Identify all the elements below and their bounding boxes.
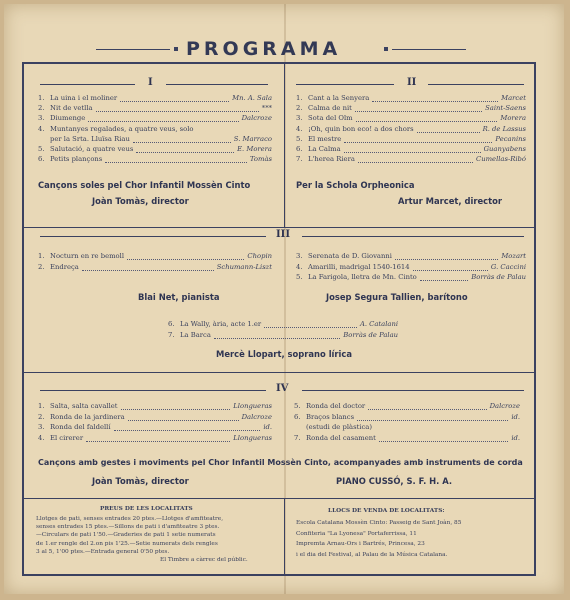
part2-director: Artur Marcet, director xyxy=(398,196,503,206)
item-number: 6. xyxy=(38,155,45,164)
programme-item: La Wally, ària, acte 1.er xyxy=(180,320,262,328)
composer: Saint-Saens xyxy=(485,104,526,113)
programme-item: Nit de vetlla xyxy=(50,104,93,113)
programme-item: Ronda del faldellí xyxy=(50,423,111,431)
venues-heading: LLOCS DE VENDA DE LOCALITATS: xyxy=(328,508,445,514)
item-number: 6. xyxy=(168,320,175,328)
dot-leader xyxy=(420,280,468,281)
composer: Dalcroze xyxy=(241,412,272,421)
price-line: de 1.er rengle del 2.on pis 1'25.—Setie numerats dels rengles xyxy=(36,540,218,547)
composer: Mn. A. Sala xyxy=(232,94,272,102)
item-number: 3. xyxy=(296,252,303,260)
composer: Cumellas-Ribó xyxy=(476,155,526,164)
composer: R. de Lassus xyxy=(482,124,526,133)
piano-credit: PIANO CUSSÓ, S. F. H. A. xyxy=(336,476,453,486)
item-number: 4. xyxy=(296,124,303,133)
venue-line: Confiteria "La Lyonesa" Portaferrissa, 11 xyxy=(296,530,417,537)
item-number: 7. xyxy=(168,330,175,339)
programme-item: per la Srta. Lluïsa Riau xyxy=(50,134,130,143)
part3-baritone: Josep Segura Tallien, barítono xyxy=(326,292,468,302)
composer: id. xyxy=(511,433,520,442)
dot-leader xyxy=(417,132,480,133)
programme-item: La Farigola, lletra de Mn. Cinto xyxy=(308,273,417,281)
composer: A. Catalani xyxy=(359,320,398,328)
composer: id. xyxy=(263,423,272,431)
item-number: 5. xyxy=(38,145,45,153)
programme-item: Calma de nit xyxy=(308,104,352,113)
composer: G. Caccini xyxy=(490,262,526,271)
part2-rule-left xyxy=(296,84,394,85)
part1-director: Joàn Tomàs, director xyxy=(92,196,189,206)
composer: Pecanins xyxy=(495,134,526,143)
dot-leader xyxy=(358,162,473,163)
item-number: 6. xyxy=(296,145,303,153)
dot-leader xyxy=(413,270,488,271)
programme-item: Ronda del doctor xyxy=(306,402,366,410)
dot-leader xyxy=(344,152,481,153)
dot-leader xyxy=(82,270,214,271)
composer: Guanyabens xyxy=(483,145,526,153)
item-number: 1. xyxy=(38,402,45,410)
composer: Marcet xyxy=(501,94,526,102)
composer: Llongueras xyxy=(233,433,272,442)
dot-leader xyxy=(127,259,244,260)
item-number: 5. xyxy=(296,273,303,281)
dot-leader xyxy=(355,111,482,112)
dot-leader xyxy=(395,259,498,260)
item-number: 1. xyxy=(38,94,45,102)
programme-item: Cant a la Senyera xyxy=(308,94,370,102)
programme-item: Diumenge xyxy=(50,114,86,123)
programme-item: Ronda del casament xyxy=(306,433,376,442)
venue-line: Impremta Arnau-Ors i Bartrés, Princesa, 23 xyxy=(296,541,425,547)
dot-leader xyxy=(96,111,259,112)
composer: Borràs de Palau xyxy=(471,273,526,281)
item-number: 2. xyxy=(38,104,45,113)
dot-leader xyxy=(379,441,508,442)
dot-leader xyxy=(114,430,261,431)
programme-item: Muntanyes regalades, a quatre veus, solo xyxy=(50,124,194,133)
dot-leader xyxy=(133,142,231,143)
programme-item: La Barca xyxy=(180,330,211,339)
part2-performer: Per la Schola Orpheonica xyxy=(296,180,415,190)
price-line: senses entrades 15 ptes.—Sillons de pati i d'amfiteatre 3 ptes. xyxy=(36,524,220,531)
dot-leader xyxy=(264,327,357,328)
part4-numeral: IV xyxy=(276,383,289,394)
price-line: —Circulars de pati 1'50.—Graderies de pati 1 setie numerats xyxy=(36,532,216,539)
item-number: 4. xyxy=(296,262,303,271)
item-number: 1. xyxy=(38,252,45,260)
programme-item: Nocturn en re bemoll xyxy=(50,252,124,260)
item-number: 2. xyxy=(296,104,303,113)
composer: Borràs de Palau xyxy=(343,330,398,339)
dot-leader xyxy=(121,409,231,410)
dot-leader xyxy=(86,441,230,442)
composer: Tomàs xyxy=(249,155,272,164)
part2-numeral: II xyxy=(407,77,417,88)
price-line: El Timbre a càrrec del públic. xyxy=(160,557,248,563)
programme-item: Amarilli, madrigal 1540-1614 xyxy=(308,262,410,271)
programme-item: (estudi de plàstica) xyxy=(306,423,372,431)
item-number: 2. xyxy=(38,412,45,421)
divider-bottom xyxy=(24,498,536,499)
dot-leader xyxy=(357,420,508,421)
programme-item: ¡Oh, quin bon eco! a dos chors xyxy=(308,124,414,133)
item-number: 3. xyxy=(38,423,45,431)
item-number: 4. xyxy=(38,124,45,133)
part1-rule-left xyxy=(40,84,135,85)
programme-item: Petits plançons xyxy=(50,155,103,164)
composer: Schumann-Liszt xyxy=(216,262,272,271)
dot-leader xyxy=(120,101,229,102)
part2-rule-right xyxy=(428,84,524,85)
part4-rule-left xyxy=(40,390,266,391)
item-number: 1. xyxy=(296,94,303,102)
programme-item: La uina i el moliner xyxy=(50,94,118,102)
dot-leader xyxy=(214,338,340,339)
item-number: 5. xyxy=(294,402,301,410)
dot-leader xyxy=(128,420,239,421)
composer: S. Marraco xyxy=(233,134,272,143)
composer: Chopin xyxy=(247,252,272,260)
programme-item: El cirerer xyxy=(50,433,84,442)
programme-item: Braços blancs xyxy=(306,412,355,421)
dot-leader xyxy=(344,142,492,143)
price-line: Llotges de pati, senses entrades 20 ptes.—Llotges d'amfiteatre, xyxy=(36,516,224,522)
dot-leader xyxy=(368,409,486,410)
title-rule-left xyxy=(96,49,170,50)
composer: E. Morera xyxy=(237,145,272,153)
programme-item: L'herea Riera xyxy=(308,155,355,164)
item-number: 6. xyxy=(294,412,301,421)
part3-pianist: Blai Net, pianista xyxy=(138,292,220,302)
item-number: 7. xyxy=(294,433,301,442)
composer: id. xyxy=(511,412,520,421)
venue-line: Escola Catalana Mossèn Cinto: Passeig de Sant Joàn, 85 xyxy=(296,520,462,526)
part1-rule-right xyxy=(166,84,268,85)
programme-item: Salta, salta cavallet xyxy=(50,402,118,410)
part1-performer: Cançons soles pel Chor Infantil Mossèn Cinto xyxy=(38,180,251,190)
composer: Morera xyxy=(500,114,526,123)
part3-numeral: III xyxy=(276,229,291,240)
composer: *** xyxy=(261,104,272,113)
dot-leader xyxy=(356,121,498,122)
part4-director: Joàn Tomàs, director xyxy=(92,476,189,486)
programme-item: Endreça xyxy=(50,262,79,271)
part3-soprano: Mercè Llopart, soprano lírica xyxy=(216,349,353,359)
title-rule-right xyxy=(392,49,466,50)
dot-leader xyxy=(136,152,234,153)
page-title: PROGRAMA xyxy=(186,38,342,60)
programme-item: Serenata de D. Giovanni xyxy=(308,252,392,260)
programme-item: Sota del Olm xyxy=(308,114,353,123)
composer: Dalcroze xyxy=(489,402,520,410)
dot-leader xyxy=(105,162,247,163)
venue-line: i el dia del Festival, al Palau de la Música Catalana. xyxy=(296,551,448,558)
item-number: 4. xyxy=(38,433,45,442)
item-number: 3. xyxy=(38,114,45,123)
part4-performer: Cançons amb gestes i moviments pel Chor Infantil Mossèn Cinto, acompanyades amb instruments de corda xyxy=(38,458,523,467)
divider-info xyxy=(284,499,285,575)
prices-heading: PREUS DE LES LOCALITATS xyxy=(100,506,193,512)
title-ornament-left xyxy=(174,47,178,51)
title-ornament-right xyxy=(384,47,388,51)
composer: Dalcroze xyxy=(241,114,272,123)
item-number: 7. xyxy=(296,155,303,164)
item-number: 3. xyxy=(296,114,303,123)
dot-leader xyxy=(88,121,238,122)
divider-mid xyxy=(24,372,536,373)
part1-numeral: I xyxy=(148,77,153,88)
part4-rule-right xyxy=(302,390,524,391)
part3-rule-right xyxy=(302,236,524,237)
programme-item: El mestre xyxy=(308,134,342,143)
dot-leader xyxy=(372,101,498,102)
part3-rule-left xyxy=(40,236,266,237)
programme-item: La Calma xyxy=(308,145,341,153)
composer: Llongueras xyxy=(233,402,272,410)
item-number: 2. xyxy=(38,262,45,271)
price-line: 3 al 5, 1'00 ptes.—Entrada general 0'50 ptes. xyxy=(36,548,170,555)
divider-top xyxy=(24,227,536,228)
composer: Mozart xyxy=(501,252,526,260)
divider-parts-1-2 xyxy=(284,64,285,227)
item-number: 5. xyxy=(296,134,303,143)
programme-item: Ronda de la jardinera xyxy=(50,412,125,421)
programme-item: Salutació, a quatre veus xyxy=(50,145,134,153)
